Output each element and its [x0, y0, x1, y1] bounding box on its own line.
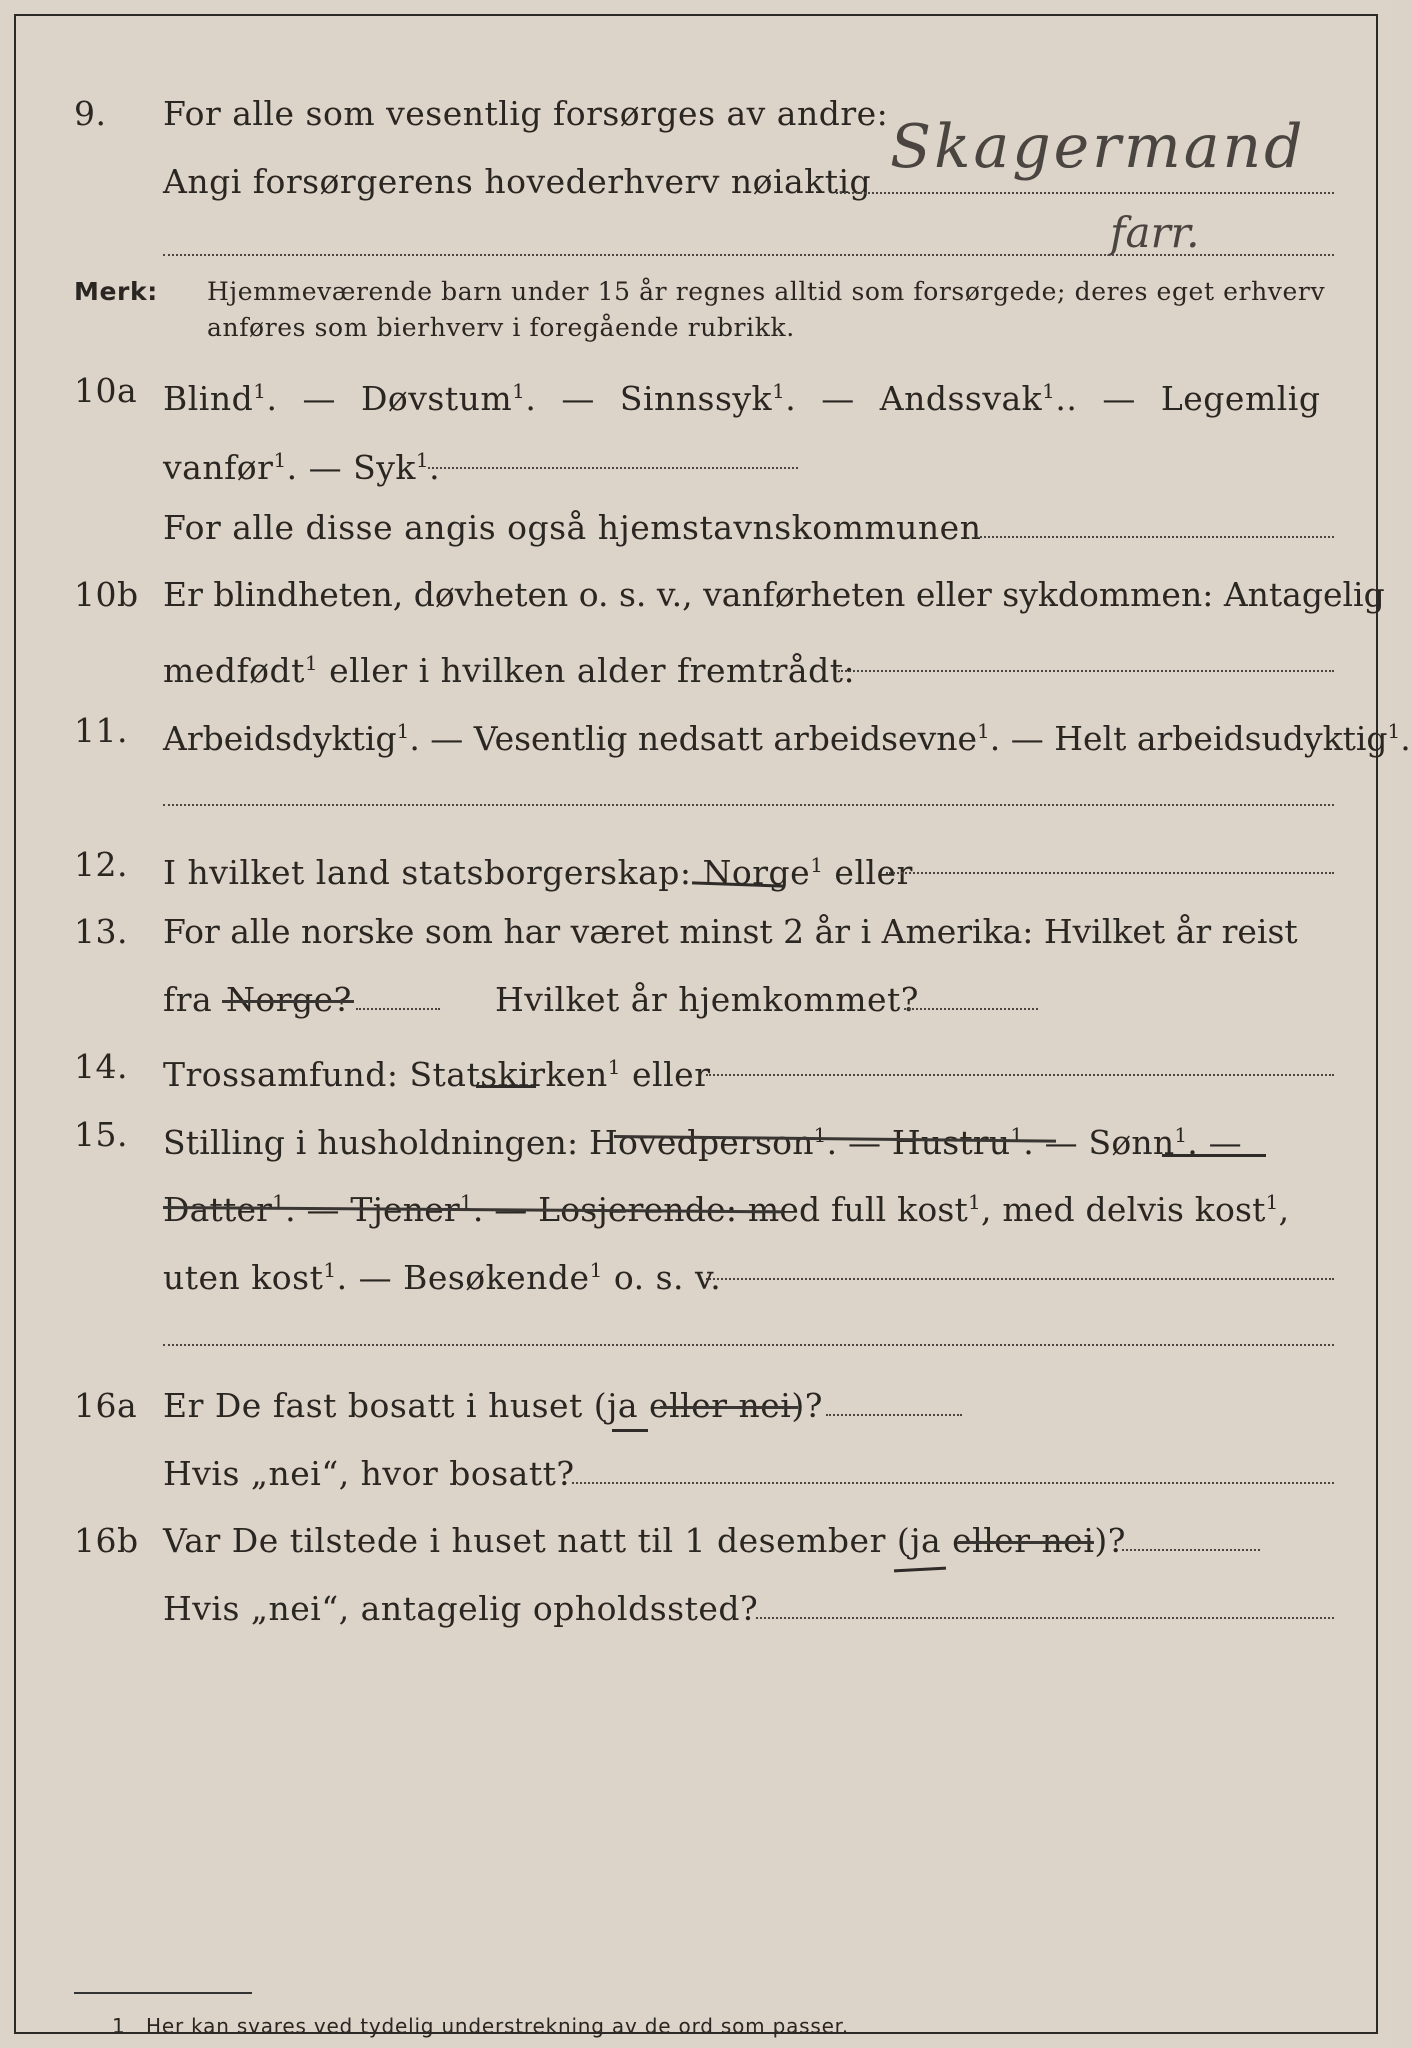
q15-number: 15.: [74, 1115, 128, 1154]
footnote-rule: [74, 1992, 252, 1994]
q9-handwritten-note: farr.: [1110, 208, 1200, 257]
q16a-answer-line: [826, 1414, 962, 1416]
q10a-number: 10a: [74, 371, 138, 410]
q16b-number: 16b: [74, 1521, 139, 1560]
q16b-opholdssted-line: [756, 1617, 1334, 1619]
q16b-answer-line: [1122, 1549, 1260, 1551]
q10b-answer-line: [838, 670, 1334, 672]
q10b-number: 10b: [74, 575, 139, 614]
q14-number: 14.: [74, 1047, 128, 1086]
q16a-eller-nei-strikethrough: [660, 1406, 798, 1409]
q16a-bosatt-line: [572, 1482, 1334, 1484]
q10a-line1: Blind$^1$. — Døvstum$^1$. — Sinnssyk$^1$. — Andssvak$^1$.. — Legemlig: [163, 379, 1321, 418]
q13-reist-line: [356, 1008, 440, 1010]
merk-label: Merk:: [74, 277, 158, 306]
q9-answer-line-2: [163, 254, 1334, 256]
q15-line2: Datter$^1$. — Tjener$^1$. — Losjerende: med full kost$^1$, med delvis kost$^1$,: [163, 1190, 1290, 1229]
q9-answer-line: [836, 192, 1334, 194]
q16a-line1: Er De fast bosatt i huset (ja eller nei)?: [163, 1386, 823, 1425]
q12-number: 12.: [74, 845, 128, 884]
q16b-line2: Hvis „nei“, antagelig opholdssted?: [163, 1589, 759, 1628]
q11-answer-line: [163, 804, 1334, 806]
q14-answer-line: [706, 1074, 1334, 1076]
q9-line2: Angi forsørgerens hovederhverv nøiaktig: [163, 162, 872, 201]
q10b-line1: Er blindheten, døvheten o. s. v., vanførheten eller sykdommen: Antagelig: [163, 575, 1385, 614]
footnote-text: Her kan svares ved tydelig understrekning av de ord som passer.: [146, 2014, 850, 2038]
q12-text: I hvilket land statsborgerskap: Norge$^1$ eller: [163, 853, 913, 892]
q16a-line2: Hvis „nei“, hvor bosatt?: [163, 1454, 575, 1493]
q16b-line1: Var De tilstede i huset natt til 1 desember (ja eller nei)?: [163, 1521, 1126, 1560]
q13-hjemkommet-line: [904, 1008, 1038, 1010]
q13-fra: fra: [163, 980, 213, 1019]
footnote-mark: 1: [112, 2014, 126, 2038]
q13-number: 13.: [74, 912, 128, 951]
q9-handwritten-answer: Skagermand: [890, 112, 1306, 182]
q10a-line3: For alle disse angis også hjemstavnskommunen: [163, 508, 982, 547]
q11-number: 11.: [74, 711, 128, 750]
q10a-hjemstavn-line: [976, 536, 1334, 538]
q15-answer-line-2: [163, 1344, 1334, 1346]
q14-statskirken-underline: [476, 1085, 536, 1088]
q15-line1: Stilling i husholdningen: Hovedperson$^1$. — Hustru$^1$. — Sønn$^1$. —: [163, 1123, 1242, 1162]
q11-text: Arbeidsdyktig$^1$. — Vesentlig nedsatt arbeidsevne$^1$. — Helt arbeidsudyktig$^1$.: [163, 719, 1411, 758]
merk-line1: Hjemmeværende barn under 15 år regnes alltid som forsørgede; deres eget erhverv: [207, 277, 1326, 306]
q13-hjemkommet: Hvilket år hjemkommet?: [495, 980, 919, 1019]
q16a-number: 16a: [74, 1386, 138, 1425]
q15-answer-line: [706, 1278, 1334, 1280]
q13-norge-struck: Norge?: [226, 980, 352, 1019]
q12-answer-line: [886, 872, 1334, 874]
q13-norge-strikethrough: [222, 1000, 354, 1003]
q15-sonn-underline: [1162, 1154, 1266, 1157]
q14-text: Trossamfund: Statskirken$^1$ eller: [163, 1055, 711, 1094]
q10b-line2: medfødt$^1$ eller i hvilken alder fremtrådt:: [163, 651, 856, 690]
q13-line1: For alle norske som har været minst 2 år i Amerika: Hvilket år reist: [163, 912, 1298, 951]
q16b-eller-nei-strikethrough: [958, 1541, 1094, 1544]
q16a-ja-underline: [612, 1429, 648, 1432]
q15-line3: uten kost$^1$. — Besøkende$^1$ o. s. v.: [163, 1258, 722, 1297]
q10a-syk-line: [428, 467, 798, 469]
q9-number: 9.: [74, 94, 107, 133]
q10a-line2: vanfør$^1$. — Syk$^1$.: [163, 448, 441, 487]
q9-line1: For alle som vesentlig forsørges av andre:: [163, 94, 889, 133]
merk-line2: anføres som bierhverv i foregående rubrikk.: [207, 313, 795, 342]
